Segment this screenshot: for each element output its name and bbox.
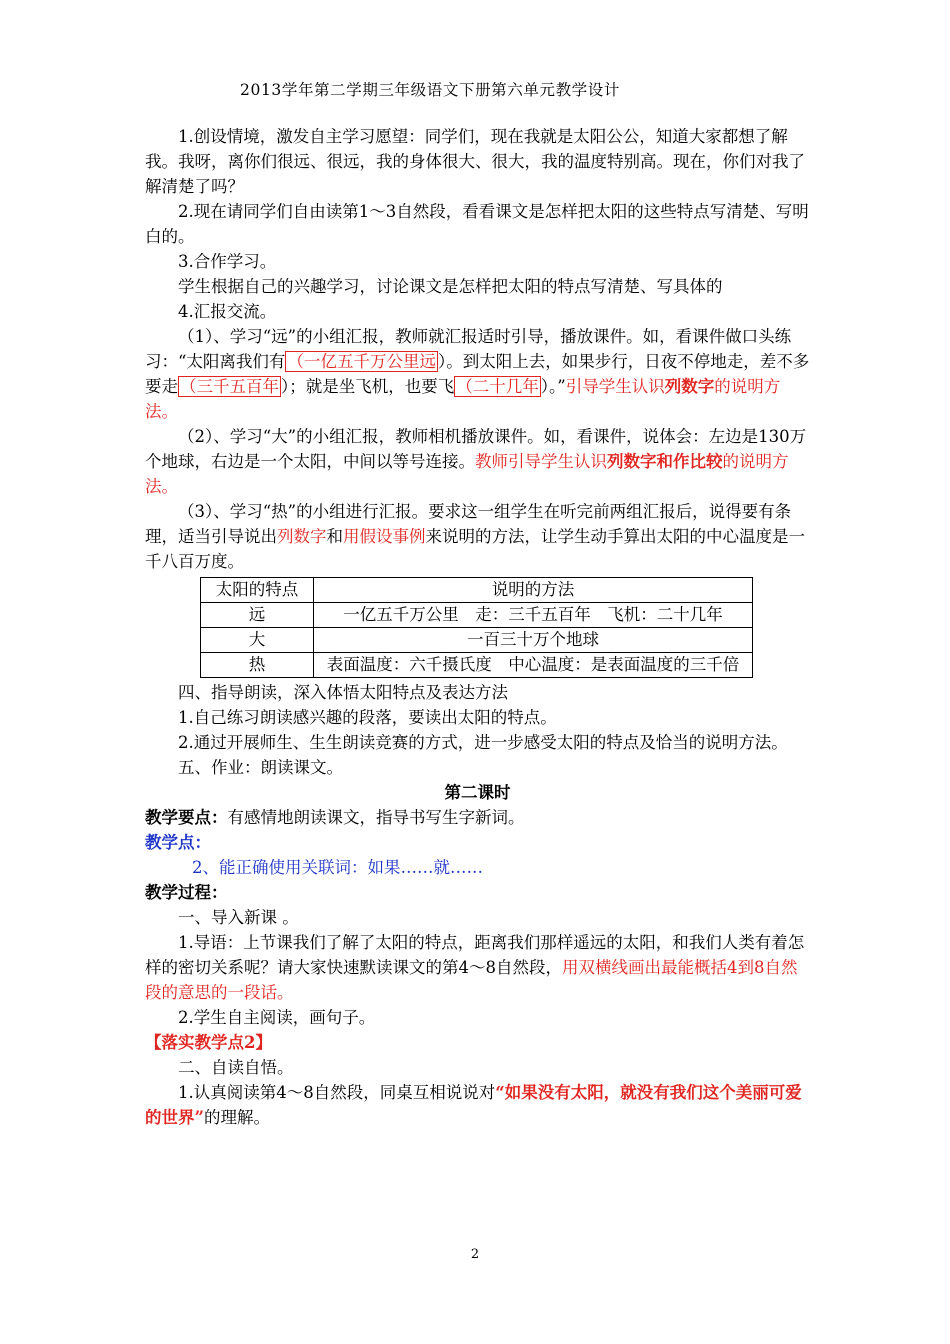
key-points	[145, 805, 810, 830]
text: ）。到太阳上去，如果步行，日夜不停地走，差不多要走	[145, 352, 810, 396]
paragraph: 2.通过开展师生、生生朗读竞赛的方式，进一步感受太阳的特点及恰当的说明方法。	[178, 733, 788, 752]
text: （1）、学习“远”的小组汇报，教师就汇报适时引导，播放课件。如，看课件做口头练习：“太阳离我们有	[145, 327, 792, 371]
table-cell: 大	[201, 628, 314, 653]
paragraph: 学生根据自己的兴趣学习，讨论课文是怎样把太阳的特点写清楚、写具体的	[178, 277, 723, 296]
text: ）；就是坐飞机，也要飞	[281, 377, 455, 396]
teach-point-label: 教学点：	[145, 833, 211, 852]
key-points-text: 有感情地朗读课文，指导书写生字新词。	[227, 808, 525, 827]
red-text: 的说明方法。	[145, 377, 781, 421]
text: 1.认真阅读第4～8自然段，同桌互相说说对	[178, 1083, 496, 1102]
methods-table	[200, 577, 753, 678]
text: （2）、学习“大”的小组汇报，教师相机播放课件。如，看课件，说体会：左边是130万个地球，右边是一个太阳，中间以等号连接。	[145, 427, 807, 471]
process-label: 教学过程：	[145, 883, 228, 902]
red-bold-text: 列数字	[664, 377, 715, 396]
table-header: 太阳的特点	[201, 578, 314, 603]
paragraph: 一、导入新课 。	[178, 908, 299, 927]
red-text: 引导学生认识	[565, 377, 665, 396]
paragraph-hot	[145, 499, 810, 574]
text: 和	[326, 527, 343, 546]
teach-point-tag: 【落实教学点2】	[145, 1033, 272, 1052]
table-row	[201, 628, 753, 653]
red-text: 教师引导学生认识	[475, 452, 607, 471]
paragraph-big	[145, 424, 810, 499]
page-number: 2	[470, 1247, 480, 1262]
red-bold-text: 列数字和作比较	[607, 452, 723, 471]
text: （3）、学习“热”的小组进行汇报。要求这一组学生在听完前两组汇报后，说得要有条理，适当引导说出	[145, 502, 792, 546]
red-bold-text: “如果没有太阳，就没有我们这个美丽可爱的世界”	[145, 1083, 802, 1127]
paragraph: 1.创设情境，激发自主学习愿望：同学们，现在我就是太阳公公，知道大家都想了解我。我呀，离你们很远、很远，我的身体很大、很大，我的温度特别高。现在，你们对我了解清楚了吗？	[145, 127, 805, 196]
paragraph: 2.现在请同学们自由读第1～3自然段，看看课文是怎样把太阳的这些特点写清楚、写明白的。	[145, 202, 809, 246]
text: ）。”	[540, 377, 566, 396]
red-text: 用双横线画出最能概括4到8自然段的意思的一段话。	[145, 958, 798, 1002]
lesson-heading: 第二课时	[444, 783, 511, 802]
highlight-answer: （三千五百年	[180, 377, 279, 396]
table-cell: 一百三十万个地球	[314, 628, 753, 653]
red-text: 的说明方法。	[145, 452, 789, 496]
table-cell: 热	[201, 653, 314, 678]
red-text: 列数字	[277, 527, 327, 546]
table-row	[201, 603, 753, 628]
table-cell: 远	[201, 603, 314, 628]
paragraph: 2.学生自主阅读，画句子。	[178, 1008, 376, 1027]
highlight-answer: （一亿五千万公里远	[287, 352, 436, 371]
paragraph: 四、指导朗读，深入体悟太阳特点及表达方法	[178, 683, 508, 702]
paragraph: 二、自读自悟。	[178, 1058, 294, 1077]
paragraph: 五、作业：朗读课文。	[178, 758, 343, 777]
text: 1.导语：上节课我们了解了太阳的特点，距离我们那样遥远的太阳，和我们人类有着怎样的密切关系呢？请大家快速默读课文的第4～8自然段，	[145, 933, 805, 977]
key-points-label: 教学要点：	[145, 808, 228, 827]
table-cell: 一亿五千万公里 走：三千五百年 飞机：二十几年	[314, 603, 753, 628]
document-body	[145, 124, 810, 1130]
text: 来说明的方法，让学生动手算出太阳的中心温度是一千八百万度。	[145, 527, 805, 571]
paragraph-intro	[145, 930, 810, 1005]
page-header: 2013学年第二学期三年级语文下册第六单元教学设计	[240, 81, 620, 99]
paragraph: 1.自己练习朗读感兴趣的段落，要读出太阳的特点。	[178, 708, 557, 727]
red-text: 用假设事例	[343, 527, 426, 546]
table-header-row	[201, 578, 753, 603]
paragraph-far	[145, 324, 810, 424]
table-row	[201, 653, 753, 678]
paragraph: 4.汇报交流。	[178, 302, 277, 321]
table-header: 说明的方法	[314, 578, 753, 603]
teach-point-item: 2、能正确使用关联词：如果……就……	[192, 858, 483, 877]
text: 的理解。	[204, 1108, 270, 1127]
paragraph-read	[145, 1080, 810, 1130]
table-cell: 表面温度：六千摄氏度 中心温度：是表面温度的三千倍	[314, 653, 753, 678]
highlight-answer: （二十几年	[456, 377, 539, 396]
paragraph: 3.合作学习。	[178, 252, 277, 271]
